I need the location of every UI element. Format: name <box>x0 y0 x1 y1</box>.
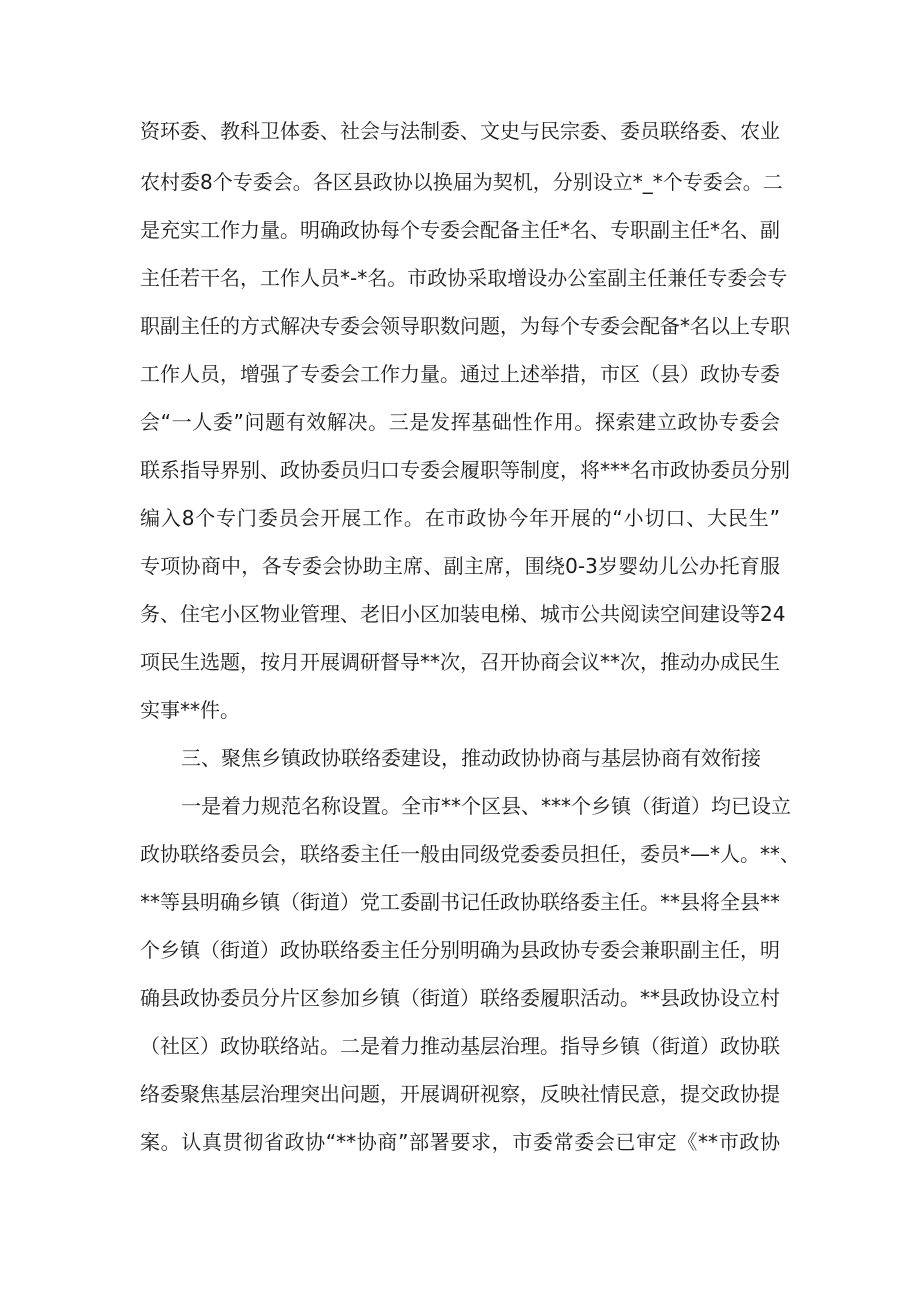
paragraph-2-line-1: 一是着力规范名称设置。全市**个区县、***个乡镇（街道）均已设立 <box>181 794 791 818</box>
paragraph-2-line-4: 个乡镇（街道）政协联络委主任分别明确为县政协专委会兼职副主任，明 <box>140 938 780 962</box>
paragraph-1-line-2: 农村委8个专委会。各区县政协以换届为契机，分别设立*_*个专委会。二 <box>140 170 783 194</box>
paragraph-1-line-10: 专项协商中，各专委会协助主席、副主席，围绕0-3岁婴幼儿公办托育服 <box>140 554 780 578</box>
paragraph-2-line-2: 政协联络委员会，联络委主任一般由同级党委委员担任，委员*—*人。**、 <box>140 842 800 866</box>
paragraph-2-line-8: 案。认真贯彻省政协“**协商”部署要求，市委常委会已审定《**市政协 <box>140 1130 780 1154</box>
paragraph-1-line-5: 职副主任的方式解决专委会领导职数问题，为每个专委会配备*名以上专职 <box>140 314 790 338</box>
paragraph-2-line-3: **等县明确乡镇（街道）党工委副书记任政协联络委主任。**县将全县** <box>140 890 780 914</box>
paragraph-1-line-12: 项民生选题，按月开展调研督导**次，召开协商会议**次，推动办成民生 <box>140 650 780 674</box>
paragraph-2-line-6: （社区）政协联络站。二是着力推动基层治理。指导乡镇（街道）政协联 <box>140 1034 780 1058</box>
paragraph-1-line-7: 会“一人委”问题有效解决。三是发挥基础性作用。探索建立政协专委会 <box>140 410 780 434</box>
paragraph-1-line-13: 实事**件。 <box>140 698 240 722</box>
paragraph-1-line-9: 编入8个专门委员会开展工作。在市政协今年开展的“小切口、大民生” <box>140 506 780 530</box>
paragraph-1-line-11: 务、住宅小区物业管理、老旧小区加装电梯、城市公共阅读空间建设等24 <box>140 602 786 626</box>
paragraph-1-line-4: 主任若干名，工作人员*-*名。市政协采取增设办公室副主任兼任专委会专 <box>140 266 788 290</box>
paragraph-1-line-3: 是充实工作力量。明确政协每个专委会配备主任*名、专职副主任*名、副 <box>140 218 780 242</box>
paragraph-1-line-1: 资环委、教科卫体委、社会与法制委、文史与民宗委、委员联络委、农业 <box>140 119 780 143</box>
paragraph-1-line-8: 联系指导界别、政协委员归口专委会履职等制度，将***名市政协委员分别 <box>140 458 790 482</box>
paragraph-1-line-6: 工作人员，增强了专委会工作力量。通过上述举措，市区（县）政协专委 <box>140 362 780 386</box>
section-heading: 三、聚焦乡镇政协联络委建设，推动政协协商与基层协商有效衔接 <box>181 746 761 770</box>
paragraph-2-line-7: 络委聚焦基层治理突出问题，开展调研视察，反映社情民意，提交政协提 <box>140 1082 780 1106</box>
paragraph-2-line-5: 确县政协委员分片区参加乡镇（街道）联络委履职活动。**县政协设立村 <box>140 986 780 1010</box>
